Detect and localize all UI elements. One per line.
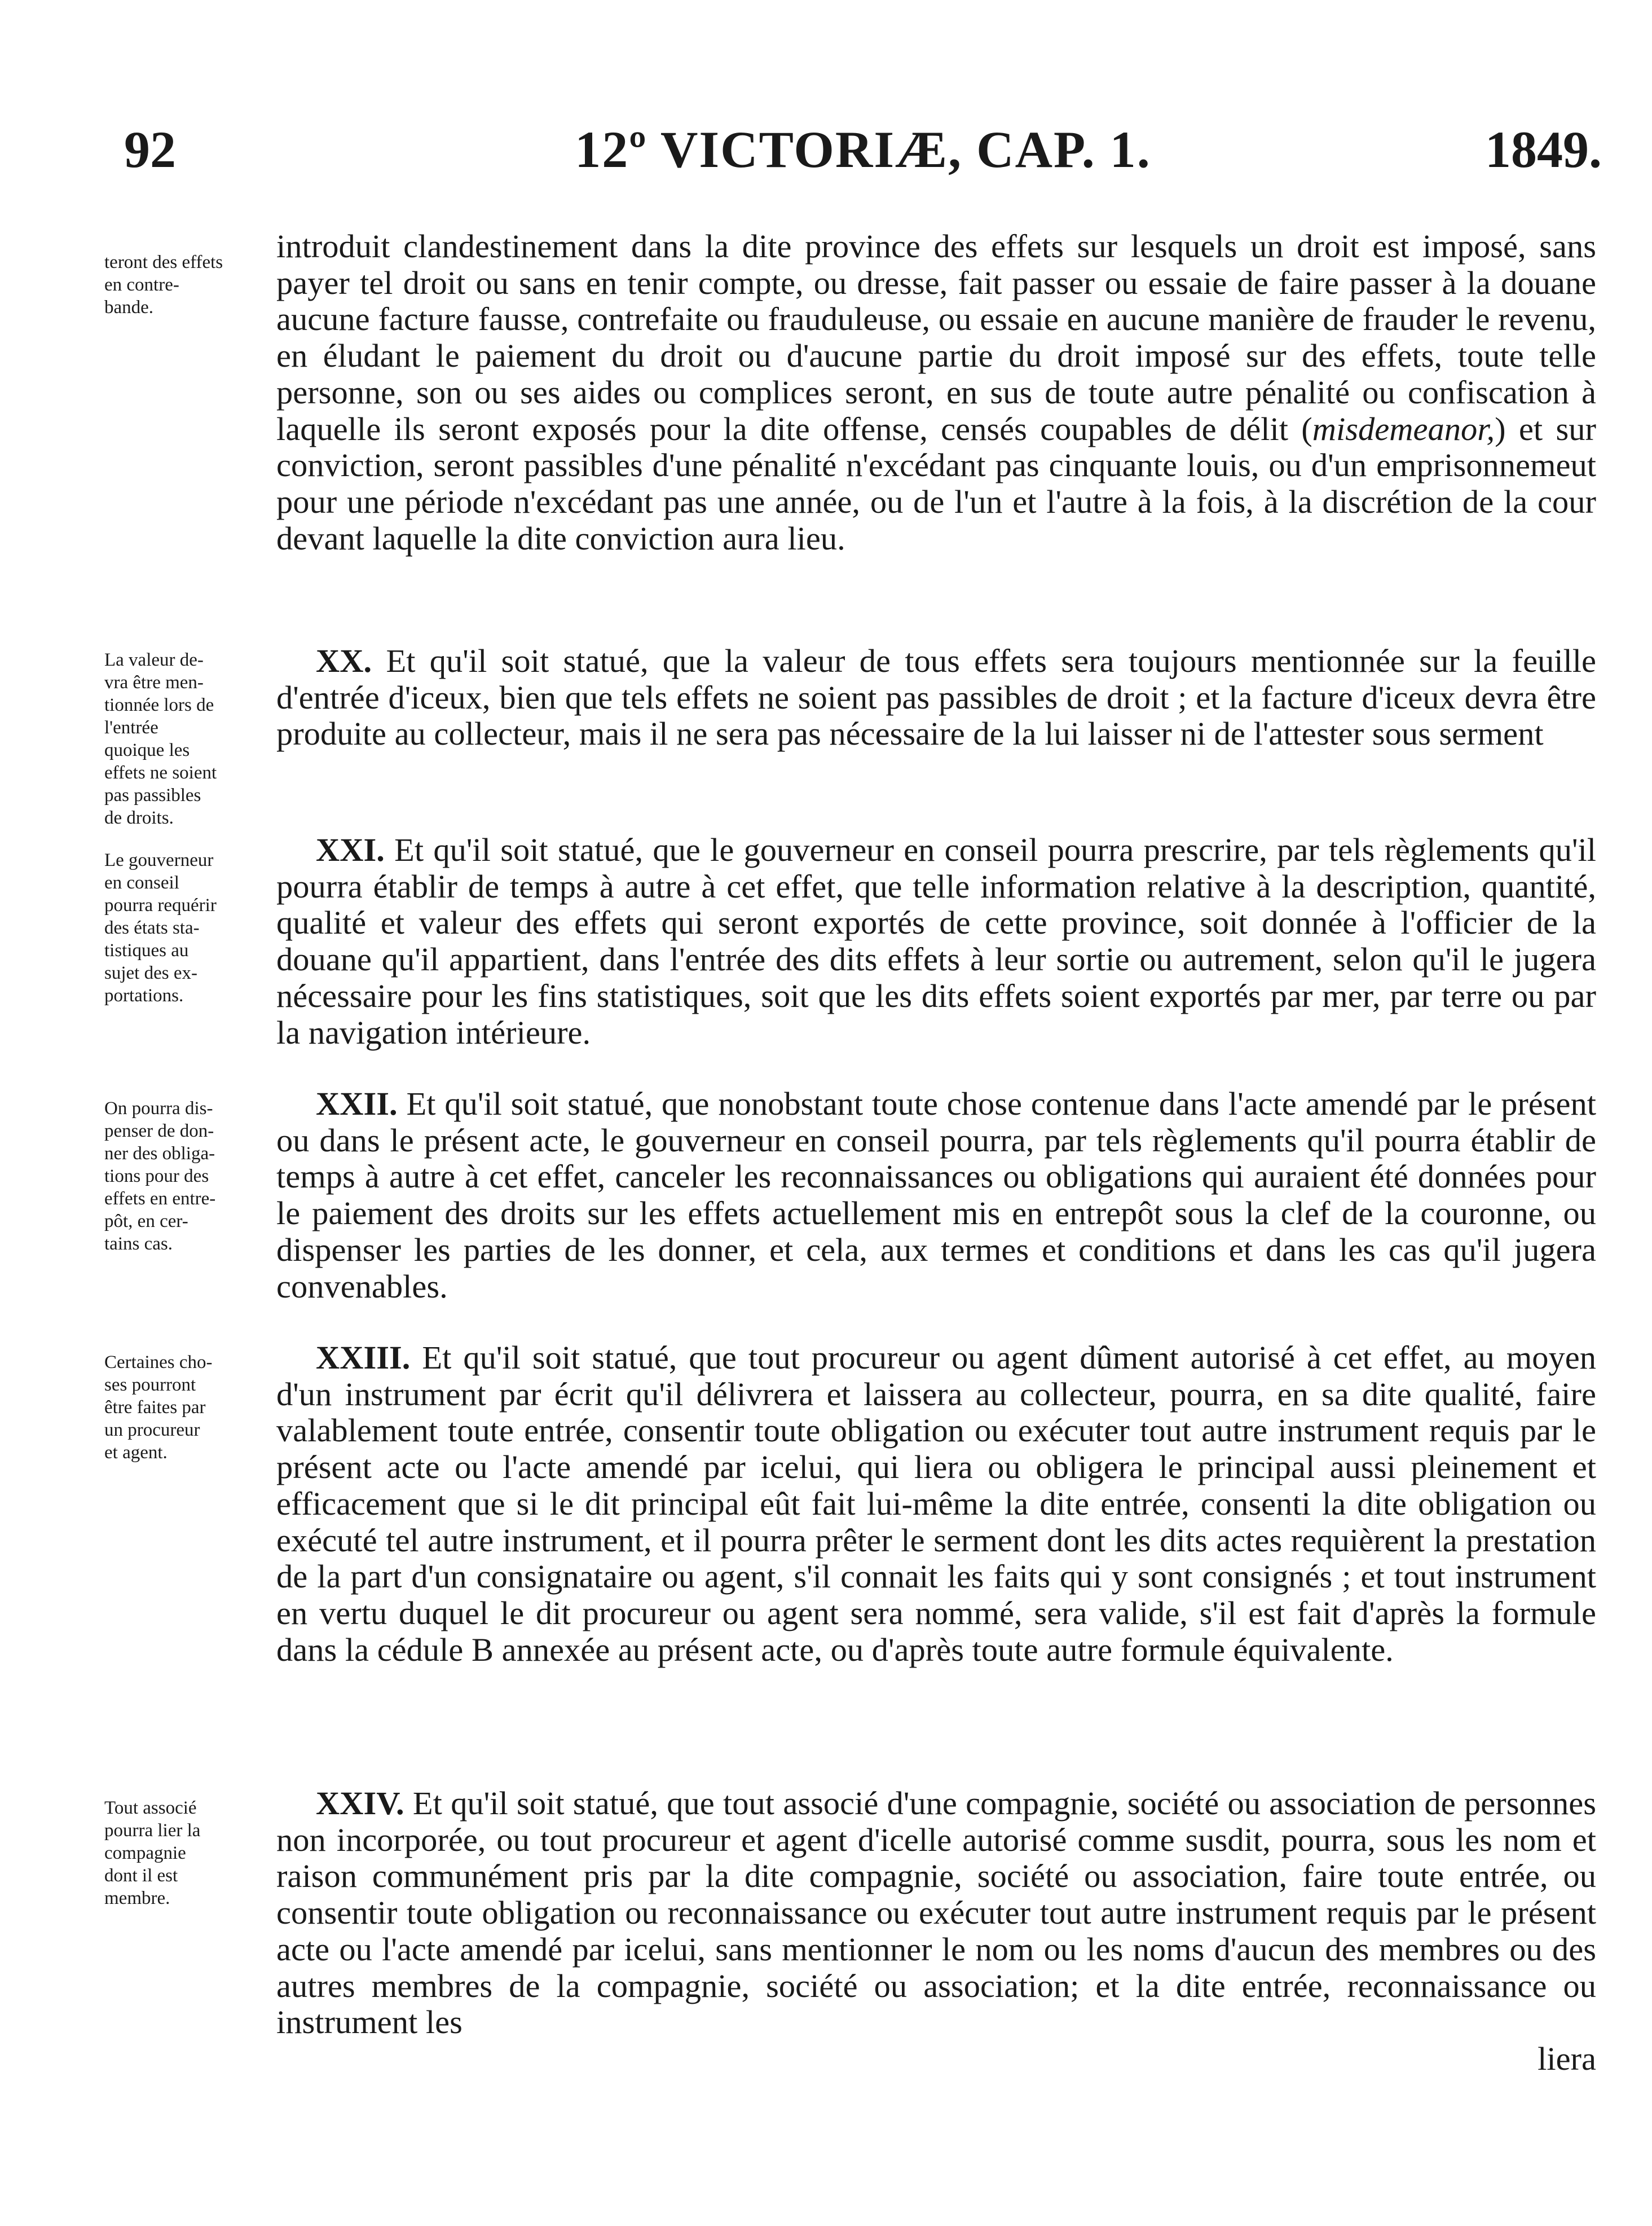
page-number: 92 (124, 121, 176, 178)
header-year: 1849. (1485, 121, 1602, 178)
paragraph-text: introduit clandestinement dans la dite province des effets sur lesquels un droit est imposé, sans payer tel droit ou sans en tenir compte, ou dresse, fait passer ou essaie de faire passer à la douane aucune facture fausse, contrefaite ou frauduleuse, ou essaie en aucune manière de frauder le revenu, en éludant le paiement du droit ou d'aucune partie du droit imposé sur des effets, toute telle personne, son ou ses aides ou complices seront, en sus de toute autre pénalité ou confiscation à laquelle ils seront exposés pour la dite offense, censés coupables de délit ( (276, 228, 1596, 447)
text-block-continuation (104, 228, 1605, 623)
paragraph-text: Et qu'il soit statué, que nonobstant toute chose contenue dans l'acte amendé par le présent ou dans le présent acte, le gouverneur en conseil pourra, par tels règlements qu'il pourra établir de temps à autre à cet effet, canceler les reconnaissances ou obligations qui auraient été données pour le paiement des droits sur les effets actuellement mis en entrepôt sous la clef de la couronne, ou dispenser les parties de les donner, et cela, aux termes et conditions et dans les cas qu'il jugera convenables. (276, 1085, 1596, 1305)
italic-term: misdemeanor, (1312, 410, 1495, 447)
section-block-xxiii (104, 1340, 1605, 1757)
section-block-xxiv (104, 1785, 1605, 2101)
paragraph-continuation (276, 228, 1596, 557)
margin-note: Certaines cho- ses pourront être faites par un procureur et agent. (104, 1352, 213, 1463)
section-number: XXI. (316, 832, 385, 868)
catchword: liera (1538, 2040, 1596, 2077)
paragraph-text: Et qu'il soit statué, que le gouverneur en conseil pourra prescrire, par tels règlements qu'il pourra établir de temps à autre à cet effet, que telle information relative à la description, quantité, qualité et valeur des effets qui seront exportés de cette province, soit donnée à l'officier de la douane qu'il appartient, dans l'entrée des dits effets à leur sortie ou autrement, selon qu'il le jugera nécessaire pour les fins statistiques, soit que les dits effets soient exportés par mer, par terre ou par la navigation intérieure. (276, 832, 1596, 1051)
section-block-xx (104, 643, 1605, 829)
section-block-xxii (104, 1086, 1605, 1328)
section-number: XXIII. (316, 1339, 411, 1376)
section-block-xxi (104, 832, 1605, 1086)
paragraph-text: ) et sur conviction, seront passibles d'une pénalité n'excédant pas cinquante louis, ou d'un emprisonnemeut pour une période n'excédant pas une année, ou de l'un et l'autre à la fois, à la discrétion de la cour devant laquelle la dite conviction aura lieu. (276, 410, 1597, 557)
paragraph-text: Et qu'il soit statué, que tout associé d'une compagnie, société ou association de personnes non incorporée, ou tout procureur et agent d'icelle autorisé comme susdit, pourra, sous les nom et raison communément pris par la dite compagnie, société ou association, faire toute entrée, ou consentir toute obligation ou reconnaissance ou exécuter tout autre instrument requis par le présent acte ou l'acte amendé par icelui, sans mentionner le nom ou les noms d'aucun des membres ou des autres membres de la compagnie, société ou association; et la dite entrée, reconnaissance ou instrument les (276, 1785, 1596, 2041)
section-number: XX. (316, 643, 372, 679)
paragraph-text: Et qu'il soit statué, que la valeur de tous effets sera toujours mentionnée sur la feuille d'entrée d'iceux, bien que tels effets ne soient pas passibles de droit ; et la facture d'iceux devra être produite au collecteur, mais il ne sera pas nécessaire de la lui laisser ni de l'attester sous serment (276, 643, 1597, 753)
section-paragraph (276, 1340, 1596, 1668)
margin-note: teront des effets en contre- bande. (104, 252, 223, 318)
margin-note: La valeur de- vra être men- tionnée lors de l'entrée quoique les effets ne soient pas passibles de droits. (104, 650, 217, 828)
section-paragraph (276, 1785, 1596, 2078)
running-title: 12º VICTORIÆ, CAP. 1. (575, 121, 1151, 178)
section-number: XXII. (316, 1085, 398, 1122)
section-paragraph (276, 643, 1596, 753)
paragraph-text: Et qu'il soit statué, que tout procureur ou agent dûment autorisé à cet effet, au moyen d'un instrument par écrit qu'il délivrera et laissera au collecteur, pourra, en sa dite qualité, faire valablement toute entrée, consentir toute obligation ou exécuter tout autre instrument requis par le présent acte ou l'acte amendé par icelui, qui liera ou obligera le principal aussi pleinement et efficacement que si le dit principal eût fait lui-même la dite entrée, consenti la dite obligation ou exécuté tel autre instrument, et il pourra prêter le serment dont les dits actes requièrent la prestation de la part d'un consignataire ou agent, s'il connait les faits qui y sont consignés ; et tout instrument en vertu duquel le dit procureur ou agent sera nommé, sera valide, s'il est fait d'après la formule dans la cédule B annexée au présent acte, ou d'après toute autre formule équivalente. (276, 1339, 1596, 1668)
section-paragraph (276, 1086, 1596, 1305)
margin-note: Tout associé pourra lier la compagnie dont il est membre. (104, 1798, 201, 1908)
page-header (124, 116, 1602, 183)
margin-note: On pourra dis- penser de don- ner des obliga- tions pour des effets en entre- pôt, en cer- tains cas. (104, 1098, 216, 1254)
margin-note: Le gouverneur en conseil pourra requérir des états sta- tistiques au sujet des ex- portations. (104, 850, 217, 1006)
section-number: XXIV. (316, 1785, 404, 1822)
section-paragraph (276, 832, 1596, 1051)
